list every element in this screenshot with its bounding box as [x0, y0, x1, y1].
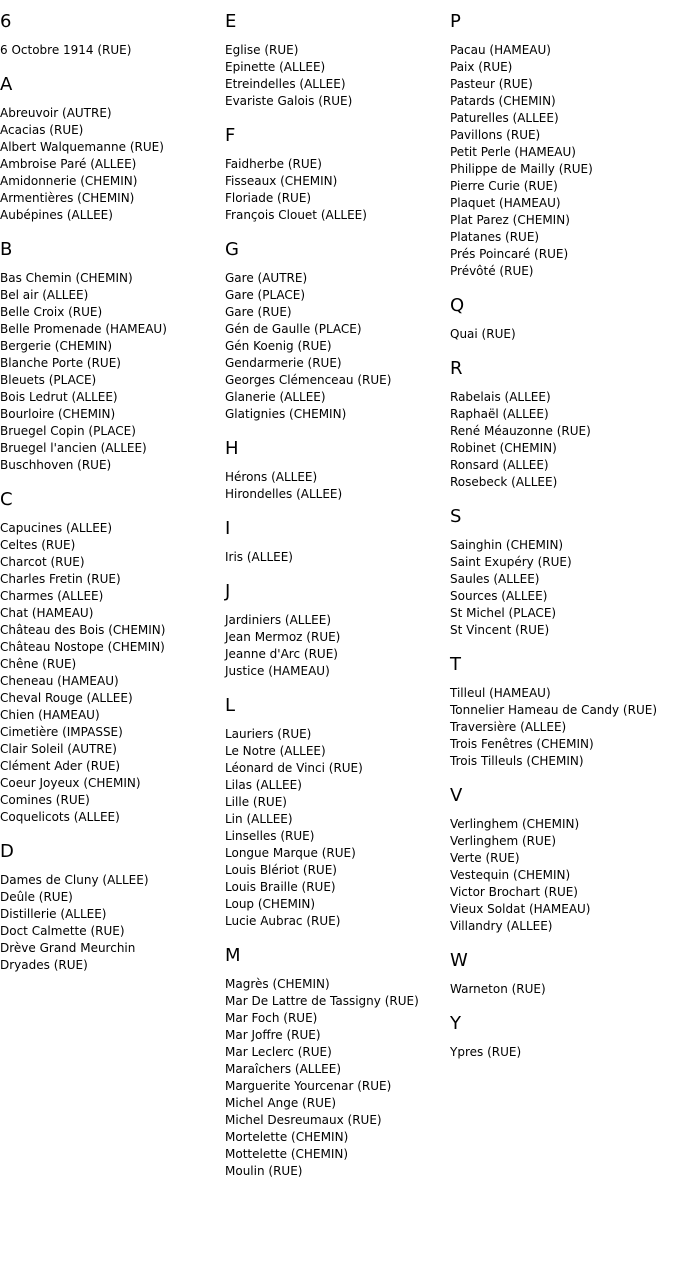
street-link[interactable]: Michel Desreumaux (RUE) — [225, 1113, 382, 1127]
street-section — [225, 582, 450, 680]
street-link[interactable]: Floriade (RUE) — [225, 191, 312, 205]
street-link[interactable]: Trois Fenêtres (CHEMIN) — [450, 737, 594, 751]
street-link[interactable]: Doct Calmette (RUE) — [0, 924, 125, 938]
street-section — [225, 696, 450, 930]
street-link[interactable]: Rabelais (ALLEE) — [450, 390, 551, 404]
street-link[interactable]: Acacias (RUE) — [0, 123, 84, 137]
street-link[interactable]: Coquelicots (ALLEE) — [0, 810, 120, 824]
street-link[interactable]: Jean Mermoz (RUE) — [225, 630, 341, 644]
section-letter-heading: V — [450, 785, 463, 806]
street-link[interactable]: Patards (CHEMIN) — [450, 94, 556, 108]
street-link[interactable]: Vieux Soldat (HAMEAU) — [450, 902, 591, 916]
street-link[interactable]: Gén de Gaulle (PLACE) — [225, 322, 362, 336]
street-link[interactable]: Quai (RUE) — [450, 327, 516, 341]
street-link[interactable]: Ambroise Paré (ALLEE) — [0, 157, 137, 171]
street-list — [225, 549, 450, 566]
street-link[interactable]: Jardiniers (ALLEE) — [225, 613, 331, 627]
street-link[interactable]: Traversière (ALLEE) — [450, 720, 567, 734]
street-link[interactable]: Plaquet (HAMEAU) — [450, 196, 561, 210]
street-section — [225, 519, 450, 566]
street-link[interactable]: Hérons (ALLEE) — [225, 470, 318, 484]
street-list — [0, 520, 225, 826]
street-link[interactable]: Charles Fretin (RUE) — [0, 572, 121, 586]
street-list — [450, 1044, 675, 1061]
street-link[interactable]: Mar Foch (RUE) — [225, 1011, 318, 1025]
street-link[interactable]: St Vincent (RUE) — [450, 623, 550, 637]
street-link[interactable]: Mar Leclerc (RUE) — [225, 1045, 332, 1059]
street-link[interactable]: Coeur Joyeux (CHEMIN) — [0, 776, 141, 790]
street-section — [450, 359, 675, 491]
street-link[interactable]: Faidherbe (RUE) — [225, 157, 322, 171]
street-link[interactable]: Bergerie (CHEMIN) — [0, 339, 113, 353]
street-section — [450, 1014, 675, 1061]
section-letter-heading: G — [225, 239, 239, 260]
section-letter-heading: J — [225, 581, 231, 602]
street-list — [450, 816, 675, 935]
street-link[interactable]: Warneton (RUE) — [450, 982, 546, 996]
street-section — [225, 126, 450, 224]
street-link[interactable]: Maraîchers (ALLEE) — [225, 1062, 342, 1076]
street-link[interactable]: René Méauzonne (RUE) — [450, 424, 591, 438]
street-link[interactable]: François Clouet (ALLEE) — [225, 208, 367, 222]
street-link[interactable]: Clément Ader (RUE) — [0, 759, 121, 773]
section-letter-heading: A — [0, 74, 13, 95]
section-letter-heading: L — [225, 695, 236, 716]
street-list — [0, 42, 225, 59]
street-link[interactable]: Sainghin (CHEMIN) — [450, 538, 564, 552]
street-section — [450, 655, 675, 770]
street-link[interactable]: Tilleul (HAMEAU) — [450, 686, 551, 700]
street-link[interactable]: Bruegel Copin (PLACE) — [0, 424, 136, 438]
street-list — [225, 726, 450, 930]
street-link[interactable]: Pacau (HAMEAU) — [450, 43, 551, 57]
street-link[interactable]: St Michel (PLACE) — [450, 606, 557, 620]
street-link[interactable]: Louis Braille (RUE) — [225, 880, 336, 894]
section-letter-heading: T — [450, 654, 461, 675]
street-link[interactable]: Bruegel l'ancien (ALLEE) — [0, 441, 147, 455]
street-link[interactable]: Jeanne d'Arc (RUE) — [225, 647, 338, 661]
street-link[interactable]: Victor Brochart (RUE) — [450, 885, 578, 899]
street-section — [450, 12, 675, 280]
street-link[interactable]: Paturelles (ALLEE) — [450, 111, 559, 125]
section-letter-heading: M — [225, 945, 241, 966]
street-section — [225, 12, 450, 110]
section-letter-heading: P — [450, 11, 461, 32]
section-letter-heading: E — [225, 11, 237, 32]
street-link[interactable]: Albert Walquemanne (RUE) — [0, 140, 164, 154]
street-link[interactable]: Château Nostope (CHEMIN) — [0, 640, 165, 654]
street-link[interactable]: Pasteur (RUE) — [450, 77, 533, 91]
street-link[interactable]: Marguerite Yourcenar (RUE) — [225, 1079, 392, 1093]
street-link[interactable]: Gare (PLACE) — [225, 288, 306, 302]
street-link[interactable]: Rosebeck (ALLEE) — [450, 475, 558, 489]
street-link[interactable]: Amidonnerie (CHEMIN) — [0, 174, 138, 188]
street-link[interactable]: Belle Croix (RUE) — [0, 305, 103, 319]
street-link[interactable]: Louis Blériot (RUE) — [225, 863, 337, 877]
section-letter-heading: 6 — [0, 11, 12, 32]
street-link[interactable]: Etreindelles (ALLEE) — [225, 77, 346, 91]
street-link[interactable]: Mar De Lattre de Tassigny (RUE) — [225, 994, 419, 1008]
street-link[interactable]: Bas Chemin (CHEMIN) — [0, 271, 133, 285]
street-link[interactable]: Verlinghem (CHEMIN) — [450, 817, 580, 831]
street-link[interactable]: Gendarmerie (RUE) — [225, 356, 342, 370]
street-link[interactable]: Mar Joffre (RUE) — [225, 1028, 321, 1042]
street-link[interactable]: Trois Tilleuls (CHEMIN) — [450, 754, 584, 768]
street-link[interactable]: Villandry (ALLEE) — [450, 919, 553, 933]
section-letter-heading: S — [450, 506, 462, 527]
street-list — [450, 685, 675, 770]
street-link[interactable]: Saules (ALLEE) — [450, 572, 540, 586]
street-link[interactable]: Lille (RUE) — [225, 795, 287, 809]
street-link[interactable]: Lin (ALLEE) — [225, 812, 293, 826]
street-link[interactable]: Chêne (RUE) — [0, 657, 77, 671]
street-list — [225, 976, 450, 1180]
street-link[interactable]: Epinette (ALLEE) — [225, 60, 326, 74]
street-link[interactable]: Loup (CHEMIN) — [225, 897, 316, 911]
street-link[interactable]: Robinet (CHEMIN) — [450, 441, 557, 455]
street-list — [450, 389, 675, 491]
street-link[interactable]: Sources (ALLEE) — [450, 589, 548, 603]
street-list — [0, 105, 225, 224]
street-section — [450, 951, 675, 998]
street-link[interactable]: Clair Soleil (AUTRE) — [0, 742, 117, 756]
street-link[interactable]: Bois Ledrut (ALLEE) — [0, 390, 118, 404]
column-3 — [450, 0, 675, 1077]
street-link[interactable]: Lilas (ALLEE) — [225, 778, 302, 792]
street-section — [450, 786, 675, 935]
street-section — [450, 507, 675, 639]
street-link[interactable]: Raphaël (ALLEE) — [450, 407, 549, 421]
street-link[interactable]: Comines (RUE) — [0, 793, 90, 807]
street-link[interactable]: Michel Ange (RUE) — [225, 1096, 337, 1110]
street-link[interactable]: Léonard de Vinci (RUE) — [225, 761, 363, 775]
section-letter-heading: H — [225, 438, 239, 459]
street-list — [450, 42, 675, 280]
street-link[interactable]: Magrès (CHEMIN) — [225, 977, 330, 991]
section-letter-heading: Y — [450, 1013, 461, 1034]
street-link[interactable]: Gén Koenig (RUE) — [225, 339, 332, 353]
street-link[interactable]: Philippe de Mailly (RUE) — [450, 162, 593, 176]
section-letter-heading: W — [450, 950, 468, 971]
street-link[interactable]: Armentières (CHEMIN) — [0, 191, 135, 205]
street-link[interactable]: Deûle (RUE) — [0, 890, 73, 904]
section-letter-heading: B — [0, 239, 13, 260]
street-link[interactable]: Prés Poincaré (RUE) — [450, 247, 569, 261]
street-link[interactable]: Fisseaux (CHEMIN) — [225, 174, 338, 188]
street-list — [450, 326, 675, 343]
street-link[interactable]: Linselles (RUE) — [225, 829, 315, 843]
street-section — [0, 75, 225, 224]
street-link[interactable]: Abreuvoir (AUTRE) — [0, 106, 112, 120]
street-list — [225, 469, 450, 503]
street-link[interactable]: Eglise (RUE) — [225, 43, 299, 57]
street-link[interactable]: Chat (HAMEAU) — [0, 606, 94, 620]
street-link[interactable]: Distillerie (ALLEE) — [0, 907, 107, 921]
street-list — [225, 270, 450, 423]
street-link[interactable]: Glatignies (CHEMIN) — [225, 407, 347, 421]
street-link[interactable]: Bel air (ALLEE) — [0, 288, 89, 302]
street-section — [450, 296, 675, 343]
street-link[interactable]: Château des Bois (CHEMIN) — [0, 623, 166, 637]
street-list — [450, 981, 675, 998]
street-list — [225, 156, 450, 224]
street-link[interactable]: Cheval Rouge (ALLEE) — [0, 691, 133, 705]
street-link[interactable]: Hirondelles (ALLEE) — [225, 487, 343, 501]
section-letter-heading: Q — [450, 295, 465, 316]
street-link[interactable]: Vestequin (CHEMIN) — [450, 868, 571, 882]
street-section — [0, 490, 225, 826]
street-link[interactable]: Bleuets (PLACE) — [0, 373, 97, 387]
street-link[interactable]: Belle Promenade (HAMEAU) — [0, 322, 167, 336]
street-link[interactable]: Tonnelier Hameau de Candy (RUE) — [450, 703, 657, 717]
street-link[interactable]: Lauriers (RUE) — [225, 727, 312, 741]
street-link[interactable]: Pierre Curie (RUE) — [450, 179, 558, 193]
street-link[interactable]: Petit Perle (HAMEAU) — [450, 145, 576, 159]
street-link[interactable]: Prévôté (RUE) — [450, 264, 534, 278]
street-link[interactable]: Charmes (ALLEE) — [0, 589, 104, 603]
street-link[interactable]: Georges Clémenceau (RUE) — [225, 373, 392, 387]
street-list — [225, 42, 450, 110]
column-2 — [225, 0, 450, 1196]
column-1 — [0, 0, 225, 990]
street-link[interactable]: Capucines (ALLEE) — [0, 521, 113, 535]
street-link[interactable]: Longue Marque (RUE) — [225, 846, 356, 860]
street-link[interactable]: Cimetière (IMPASSE) — [0, 725, 123, 739]
section-letter-heading: D — [0, 841, 14, 862]
street-link[interactable]: Justice (HAMEAU) — [225, 664, 330, 678]
street-link[interactable]: Charcot (RUE) — [0, 555, 85, 569]
street-list — [225, 612, 450, 680]
street-section — [0, 12, 225, 59]
section-letter-heading: F — [225, 125, 236, 146]
section-letter-heading: C — [0, 489, 13, 510]
street-link[interactable]: Verte (RUE) — [450, 851, 520, 865]
street-link[interactable]: Verlinghem (RUE) — [450, 834, 557, 848]
street-link[interactable]: 6 Octobre 1914 (RUE) — [0, 43, 132, 57]
street-link[interactable]: Gare (RUE) — [225, 305, 292, 319]
street-link[interactable]: Moulin (RUE) — [225, 1164, 303, 1178]
street-section — [225, 946, 450, 1180]
street-link[interactable]: Iris (ALLEE) — [225, 550, 293, 564]
street-link[interactable]: Platanes (RUE) — [450, 230, 540, 244]
street-link[interactable]: Paix (RUE) — [450, 60, 513, 74]
street-link[interactable]: Bourloire (CHEMIN) — [0, 407, 116, 421]
street-link[interactable]: Glanerie (ALLEE) — [225, 390, 326, 404]
street-section — [225, 439, 450, 503]
street-link[interactable]: Cheneau (HAMEAU) — [0, 674, 119, 688]
street-link[interactable]: Buschhoven (RUE) — [0, 458, 112, 472]
street-link[interactable]: Pavillons (RUE) — [450, 128, 541, 142]
street-list — [0, 872, 225, 974]
street-link[interactable]: Aubépines (ALLEE) — [0, 208, 113, 222]
street-link[interactable]: Le Notre (ALLEE) — [225, 744, 326, 758]
street-section — [225, 240, 450, 423]
street-link[interactable]: Lucie Aubrac (RUE) — [225, 914, 341, 928]
street-link[interactable]: Dames de Cluny (ALLEE) — [0, 873, 149, 887]
street-link[interactable]: Chien (HAMEAU) — [0, 708, 100, 722]
street-link[interactable]: Evariste Galois (RUE) — [225, 94, 353, 108]
street-link[interactable]: Saint Exupéry (RUE) — [450, 555, 572, 569]
street-link[interactable]: Gare (AUTRE) — [225, 271, 308, 285]
street-section — [0, 842, 225, 974]
street-link[interactable]: Ypres (RUE) — [450, 1045, 522, 1059]
street-link[interactable]: Drève Grand Meurchin — [0, 941, 136, 955]
street-list — [0, 270, 225, 474]
street-link[interactable]: Celtes (RUE) — [0, 538, 76, 552]
street-link[interactable]: Mottelette (CHEMIN) — [225, 1147, 349, 1161]
street-list — [450, 537, 675, 639]
street-link[interactable]: Blanche Porte (RUE) — [0, 356, 121, 370]
street-link[interactable]: Plat Parez (CHEMIN) — [450, 213, 570, 227]
street-section — [0, 240, 225, 474]
street-link[interactable]: Ronsard (ALLEE) — [450, 458, 549, 472]
street-link[interactable]: Dryades (RUE) — [0, 958, 88, 972]
section-letter-heading: I — [225, 518, 231, 539]
street-link[interactable]: Mortelette (CHEMIN) — [225, 1130, 349, 1144]
section-letter-heading: R — [450, 358, 463, 379]
